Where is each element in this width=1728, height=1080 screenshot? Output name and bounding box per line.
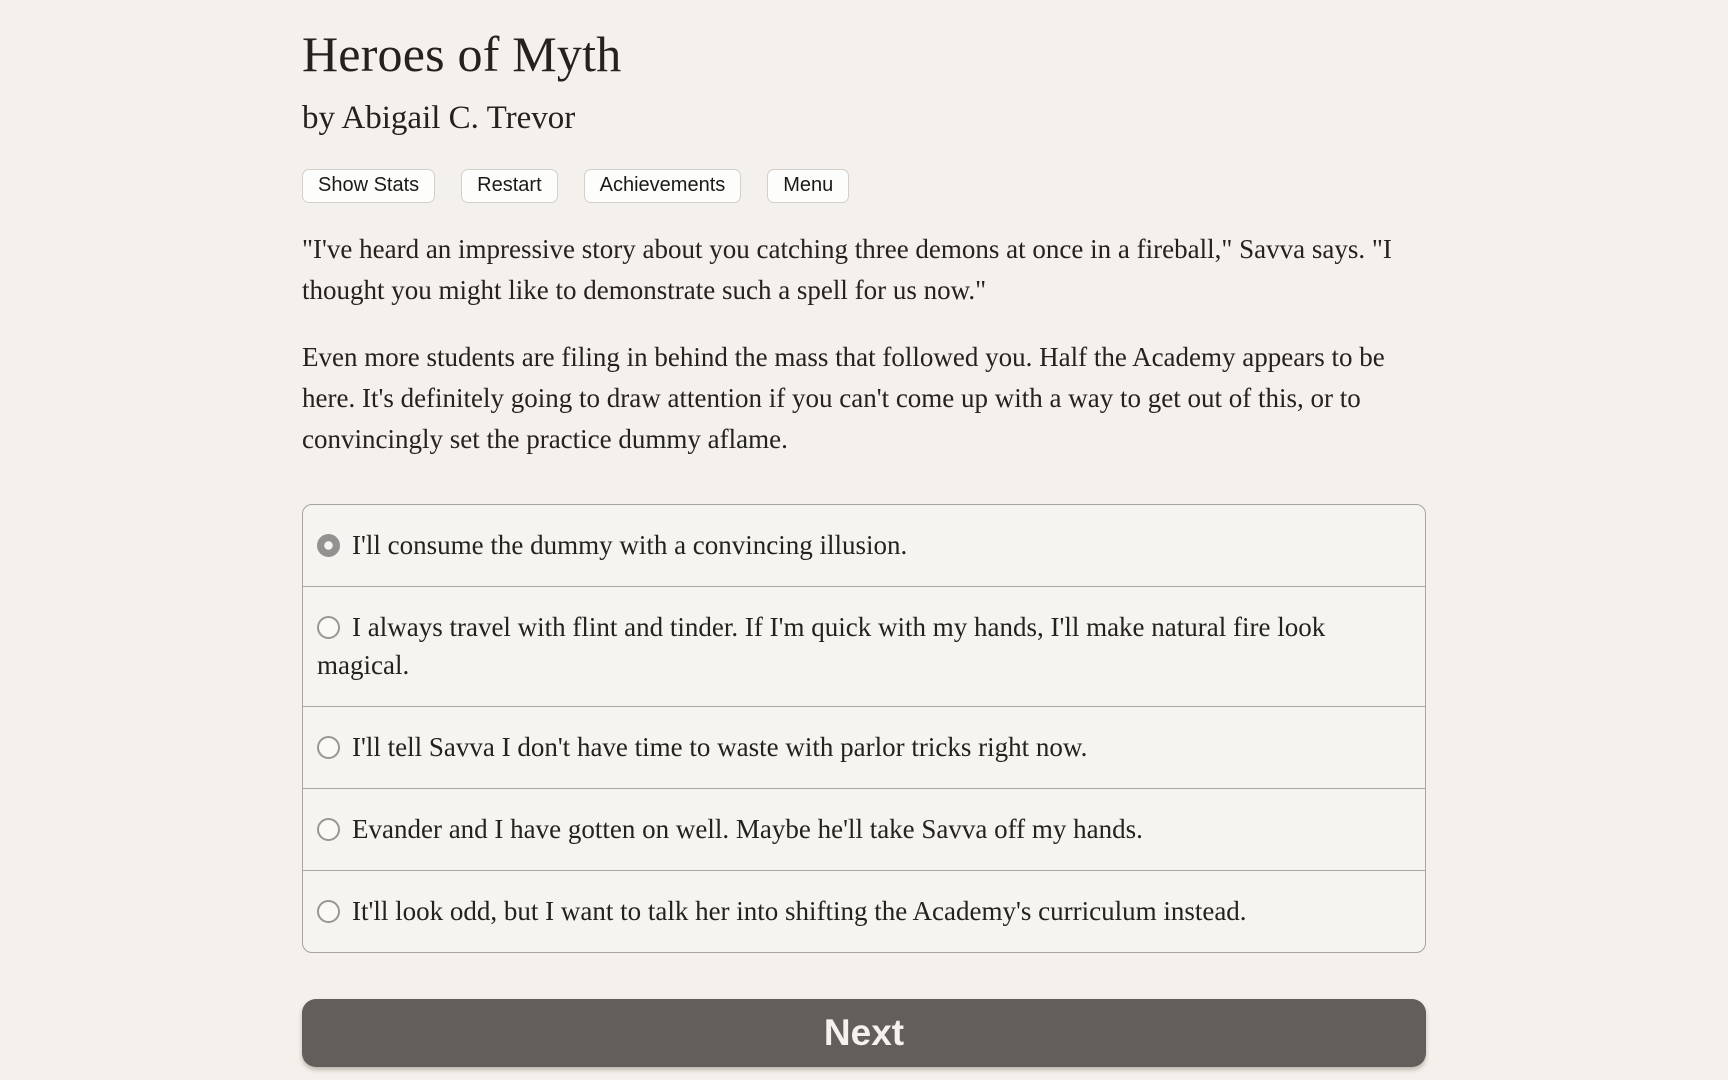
- menu-button[interactable]: Menu: [767, 169, 849, 203]
- choice-label: I always travel with flint and tinder. If I'm quick with my hands, I'll make natural fire look magical.: [317, 611, 1326, 680]
- author-byline: by Abigail C. Trevor: [302, 99, 576, 136]
- achievements-button[interactable]: Achievements: [584, 169, 742, 203]
- restart-button[interactable]: Restart: [461, 169, 557, 203]
- game-page: [302, 0, 1426, 1067]
- page-title: Heroes of Myth: [302, 26, 622, 82]
- choice-label: It'll look odd, but I want to talk her into shifting the Academy's curriculum instead.: [352, 895, 1247, 926]
- show-stats-button[interactable]: Show Stats: [302, 169, 435, 203]
- radio-button-icon[interactable]: [317, 736, 340, 759]
- radio-button-icon[interactable]: [317, 616, 340, 639]
- choice-option[interactable]: [303, 505, 1425, 586]
- toolbar: [302, 169, 1426, 203]
- choice-option[interactable]: [303, 870, 1425, 952]
- choice-label: I'll consume the dummy with a convincing illusion.: [352, 529, 908, 560]
- radio-button-icon[interactable]: [317, 818, 340, 841]
- choice-option[interactable]: [303, 788, 1425, 870]
- choice-option[interactable]: [303, 706, 1425, 788]
- story-text: [302, 229, 1426, 460]
- radio-button-icon[interactable]: [317, 534, 340, 557]
- story-paragraph: "I've heard an impressive story about you catching three demons at once in a fireball," Savva says. "I thought you might like to demonstrate such a spell for us now.": [302, 233, 1392, 305]
- radio-button-icon[interactable]: [317, 900, 340, 923]
- story-paragraph: Even more students are filing in behind the mass that followed you. Half the Academy appears to be here. It's definitely going to draw attention if you can't come up with a way to get out of this, or to convincingly set the practice dummy aflame.: [302, 341, 1385, 454]
- next-button[interactable]: Next: [302, 999, 1426, 1067]
- choice-list: [302, 504, 1426, 953]
- choice-option[interactable]: [303, 586, 1425, 706]
- choice-label: Evander and I have gotten on well. Maybe he'll take Savva off my hands.: [352, 813, 1143, 844]
- choice-label: I'll tell Savva I don't have time to waste with parlor tricks right now.: [352, 731, 1088, 762]
